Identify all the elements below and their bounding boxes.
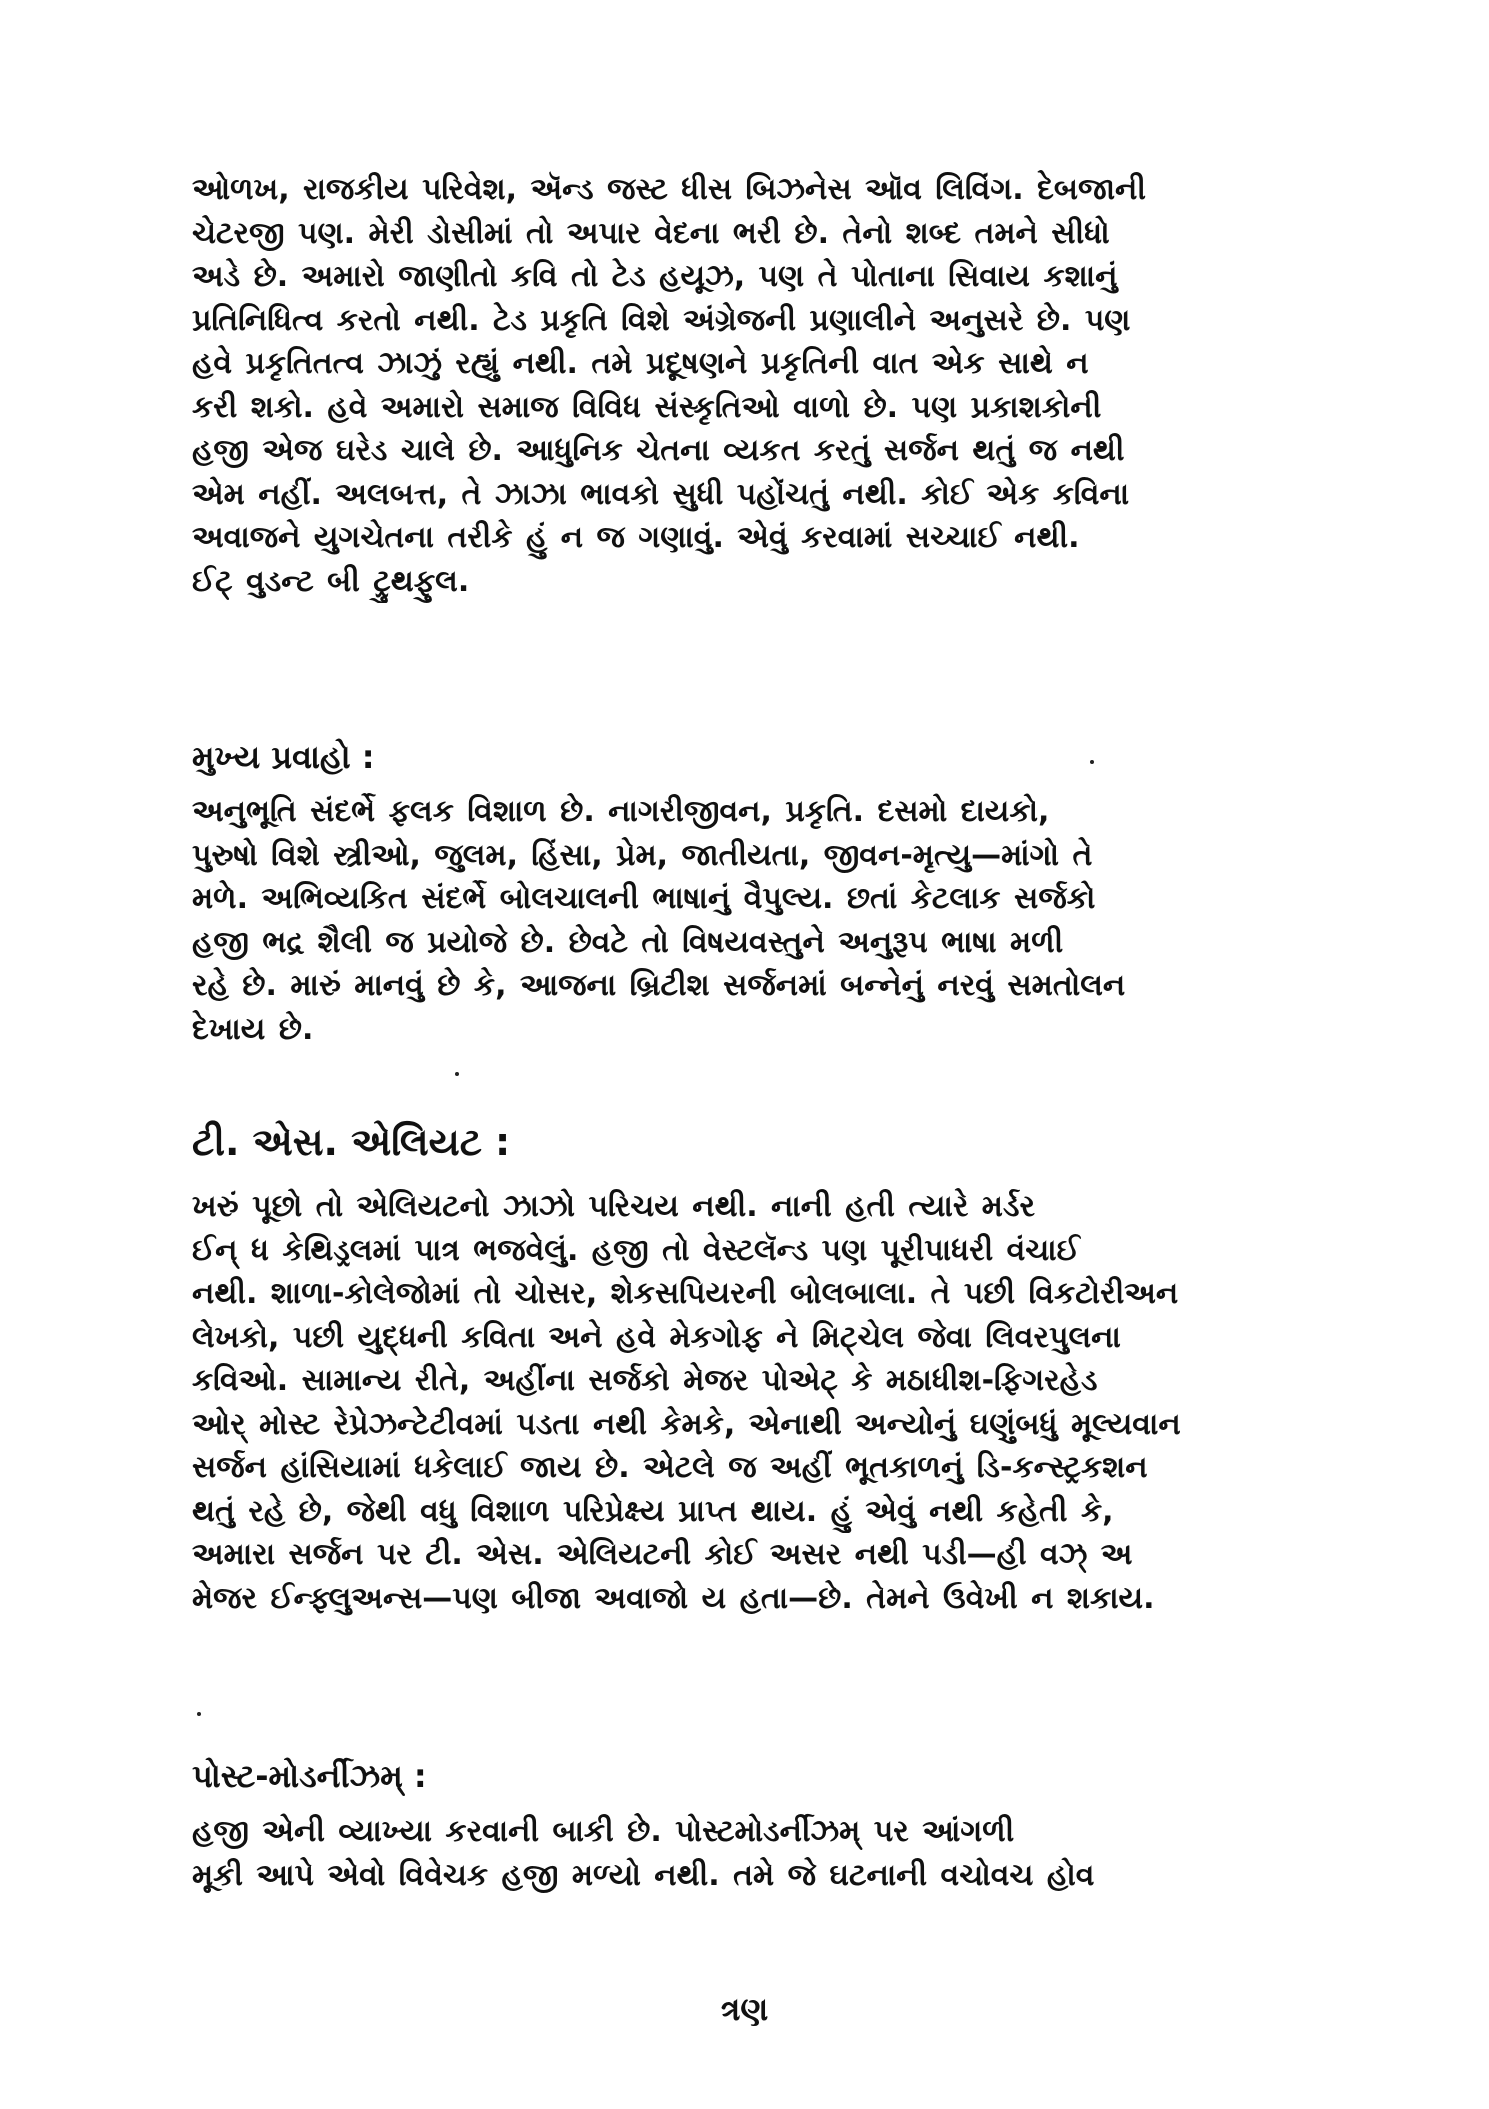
text-line: મૂકી આપે એવો વિવેચક હજી મળ્યો નથી. તમે જે ઘટનાની વચોવચ હોવ [192, 1857, 1095, 1893]
text-line: સર્જન હાંસિયામાં ધકેલાઈ જાય છે. એટલે જ અહીં ભૂતકાળનું ડિ-કન્સ્ટ્રકશન [192, 1450, 1148, 1485]
text-line: પુરુષો વિશે સ્ત્રીઓ, જુલમ, હિંસા, પ્રેમ, જાતીયતા, જીવન-મૃત્યુ—માંગો તે [192, 837, 1093, 873]
text-line: હજી એની વ્યાખ્યા કરવાની બાકી છે. પોસ્ટમોડર્નીઝમ્ પર આંગળી [192, 1814, 1015, 1849]
paragraph-1 [192, 168, 1317, 603]
text-line: ઈન્ ધ કેથિડ્રલમાં પાત્ર ભજવેલું. હજી તો વેસ્ટલૅન્ડ પણ પૂરીપાધરી વંચાઈ [192, 1232, 1080, 1268]
text-line: મેજર ઈન્ફ્લુઅન્સ—પણ બીજા અવાજો ય હતા—છે. તેમને ઉવેખી ન શકાય. [192, 1580, 1155, 1616]
page-number: ત્રણ [720, 1990, 769, 2028]
paragraph-4 [192, 1810, 1317, 1897]
text-line: હજી ભદ્ર શૈલી જ પ્રયોજે છે. છેવટે તો વિષયવસ્તુને અનુરૂપ ભાષા મળી [192, 924, 1064, 960]
text-line: એમ નહીં. અલબત્ત, તે ઝાઝા ભાવકો સુધી પહોંચતું નથી. કોઈ એક કવિના [192, 476, 1130, 512]
text-line: અવાજને યુગચેતના તરીકે હું ન જ ગણાવું. એવું કરવામાં સચ્ચાઈ નથી. [192, 520, 1080, 555]
text-line: કવિઓ. સામાન્ય રીતે, અહીંના સર્જકો મેજર પોએટ્ કે મઠાધીશ-ફિગરહેડ [192, 1363, 1098, 1398]
print-speck [455, 1072, 459, 1076]
paragraph-2 [192, 790, 1317, 1051]
text-line: લેખકો, પછી યુદ્ધની કવિતા અને હવે મેકગોફ ને મિટ્ચેલ જેવા લિવરપુલના [192, 1319, 1121, 1355]
text-line: ચેટરજી પણ. મેરી ડોસીમાં તો અપાર વેદના ભરી છે. તેનો શબ્દ તમને સીધો [192, 215, 1110, 251]
text-line: ઓર્ મોસ્ટ રેપ્રેઝન્ટેટીવમાં પડતા નથી કેમકે, એનાથી અન્યોનું ઘણુંબધું મૂલ્યવાન [192, 1406, 1181, 1442]
text-line: ઈટ્ વુડન્ટ બી ટ્રુથફુલ. [192, 563, 470, 599]
text-line: ખરું પૂછો તો એલિયટનો ઝાઝો પરિચય નથી. નાની હતી ત્યારે મર્ડર [192, 1189, 1035, 1224]
text-line: અડે છે. અમારો જાણીતો કવિ તો ટેડ હયૂઝ, પણ તે પોતાના સિવાય કશાનું [192, 259, 1118, 294]
section-heading-post-modernism: પોસ્ટ-મોડર્નીઝમ્ : [192, 1757, 427, 1795]
text-line: દેખાય છે. [192, 1011, 314, 1047]
text-line: ઓળખ, રાજકીય પરિવેશ, ઍન્ડ જસ્ટ ધીસ બિઝનેસ ઑવ લિવિંગ. દેબજાની [192, 172, 1146, 207]
text-line: કરી શકો. હવે અમારો સમાજ વિવિધ સંસ્કૃતિઓ વાળો છે. પણ પ્રકાશકોની [192, 389, 1102, 425]
paragraph-3 [192, 1185, 1317, 1620]
section-heading-t-s-eliot: ટી. એસ. એલિયટ : [192, 1120, 511, 1164]
text-line: થતું રહે છે, જેથી વધુ વિશાળ પરિપ્રેક્ષ્ય પ્રાપ્ત થાય. હું એવું નથી કહેતી કે, [192, 1493, 1114, 1529]
section-heading-main-currents: મુખ્ય પ્રવાહો : [192, 738, 375, 776]
text-line: હવે પ્રકૃતિતત્વ ઝાઝું રહ્યું નથી. તમે પ્રદૂષણને પ્રકૃતિની વાત એક સાથે ન [192, 346, 1089, 381]
text-line: રહે છે. મારું માનવું છે કે, આજના બ્રિટીશ સર્જનમાં બન્નેનું નરવું સમતોલન [192, 968, 1126, 1003]
print-speck [197, 1712, 201, 1716]
text-line: અનુભૂતિ સંદર્ભે ફલક વિશાળ છે. નાગરીજીવન, પ્રકૃતિ. દસમો દાયકો, [192, 794, 1050, 829]
text-line: નથી. શાળા-કોલેજોમાં તો ચોસર, શેકસપિયરની બોલબાલા. તે પછી વિકટોરીઅન [192, 1276, 1179, 1311]
text-line: અમારા સર્જન પર ટી. એસ. એલિયટની કોઈ અસર નથી પડી—હી વઝ્ અ [192, 1537, 1133, 1572]
text-line: પ્રતિનિધિત્વ કરતો નથી. ટેડ પ્રકૃતિ વિશે અંગ્રેજની પ્રણાલીને અનુસરે છે. પણ [192, 302, 1131, 338]
text-line: મળે. અભિવ્યકિત સંદર્ભે બોલચાલની ભાષાનું વૈપુલ્ય. છતાં કેટલાક સર્જકો [192, 881, 1096, 916]
text-line: હજી એજ ઘરેડ ચાલે છે. આધુનિક ચેતના વ્યકત કરતું સર્જન થતું જ નથી [192, 433, 1125, 468]
print-speck [1090, 760, 1094, 764]
